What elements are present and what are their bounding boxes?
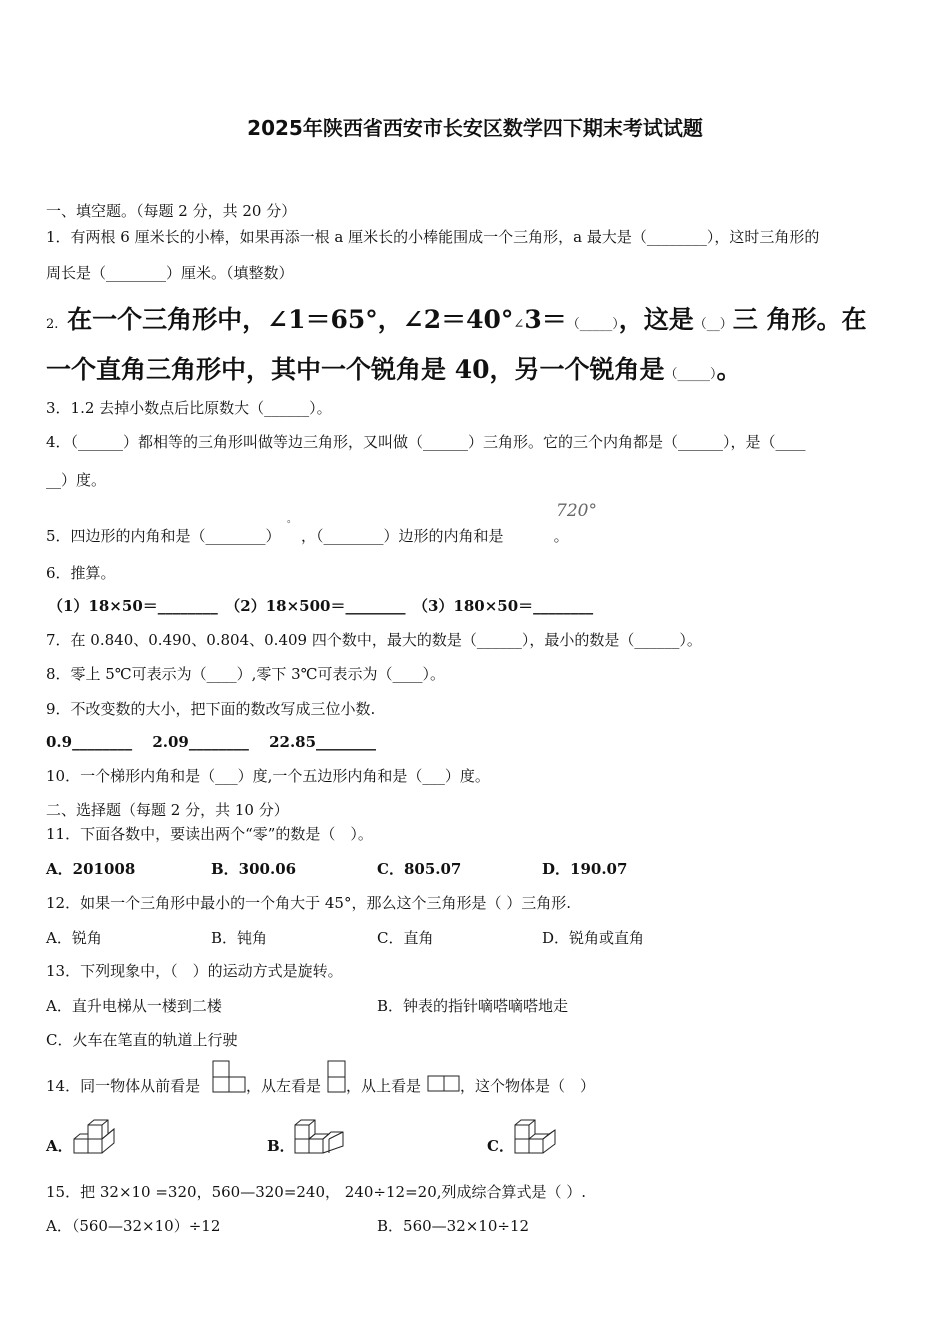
question-5-text-3: 。 xyxy=(553,527,569,545)
question-6: 6．推算。 xyxy=(46,564,116,582)
question-14-text-1: 14．同一物体从前看是 xyxy=(46,1077,201,1095)
q12-option-b: B．钝角 xyxy=(211,929,268,947)
page-title: 2025年陕西省西安市长安区数学四下期末考试试题 xyxy=(247,116,703,140)
question-2-number: 2. xyxy=(46,317,59,332)
q11-option-d: D．190.07 xyxy=(542,860,628,878)
question-2-line-2 xyxy=(46,354,742,391)
q12-option-a: A．锐角 xyxy=(46,929,102,947)
q14-option-b-cubes xyxy=(293,1117,347,1159)
q13-option-c: C．火车在笔直的轨道上行驶 xyxy=(46,1031,238,1049)
q15-option-a: A．（560—32×10）÷12 xyxy=(46,1217,221,1235)
q12-option-c: C．直角 xyxy=(377,929,434,947)
question-2-text-6: 。 xyxy=(716,355,742,384)
question-2-text-4: 三 角形。在 xyxy=(732,305,867,334)
question-5-text-2: ，（________）边形的内角和是 xyxy=(301,527,504,545)
degree-mark: ° xyxy=(286,520,292,530)
question-6-parts: （1）18×50＝________ （2）18×500＝________ （3）180×50＝________ xyxy=(48,597,594,615)
q13-option-b: B．钟表的指针嘀嗒嘀嗒地走 xyxy=(377,997,569,1015)
top-view-figure xyxy=(427,1075,461,1093)
section-2-heading: 二、选择题（每题 2 分，共 10 分） xyxy=(46,801,289,819)
question-14-text-3: ，从上看是 xyxy=(346,1077,422,1095)
q15-option-b: B．560—32×10÷12 xyxy=(377,1217,530,1235)
q11-option-c: C．805.07 xyxy=(377,860,462,878)
question-5-text-1: 5．四边形的内角和是（________） xyxy=(46,527,281,545)
question-2-blank-3: （_____） xyxy=(664,367,717,382)
question-1-line-1: 1．有两根 6 厘米长的小棒，如果再添一根 a 厘米长的小棒能围成一个三角形，a 最大是（________），这时三角形的 xyxy=(46,228,820,246)
question-8: 8．零上 5℃可表示为（____）,零下 3℃可表示为（____）。 xyxy=(46,665,445,683)
question-2-text-3: ，这是 xyxy=(618,305,694,334)
question-13: 13．下列现象中，（ ）的运动方式是旋转。 xyxy=(46,962,343,980)
q14-option-c-cubes xyxy=(513,1117,561,1159)
question-4-line-1: 4．（______）都相等的三角形叫做等边三角形，又叫做（______）三角形。它的三个内角都是（______），是（____ xyxy=(46,433,806,451)
question-15: 15．把 32×10 =320，560—320=240， 240÷12=20,列成综合算式是（ ）. xyxy=(46,1183,587,1201)
question-4-line-2: __）度。 xyxy=(46,471,107,489)
question-9-parts: 0.9________ 2.09________ 22.85________ xyxy=(46,733,377,751)
question-14-text-4: ，这个物体是（ ） xyxy=(460,1077,596,1095)
question-3: 3．1.2 去掉小数点后比原数大（______）。 xyxy=(46,399,332,417)
question-9: 9．不改变数的大小，把下面的数改写成三位小数. xyxy=(46,700,376,718)
q14-option-c-label: C． xyxy=(487,1137,514,1155)
question-14-text-2: ，从左看是 xyxy=(246,1077,322,1095)
question-12: 12．如果一个三角形中最小的一个角大于 45°，那么这个三角形是（ ）三角形. xyxy=(46,894,571,912)
q14-option-b-label: B． xyxy=(267,1137,295,1155)
left-view-figure xyxy=(327,1060,347,1094)
q11-option-b: B．300.06 xyxy=(211,860,297,878)
q11-option-a: A．201008 xyxy=(46,860,136,878)
q14-option-a-cubes xyxy=(72,1117,118,1159)
question-10: 10．一个梯形内角和是（___）度,一个五边形内角和是（___）度。 xyxy=(46,767,490,785)
q12-option-d: D．锐角或直角 xyxy=(542,929,645,947)
angle-symbol: ∠ xyxy=(513,317,525,332)
question-5 xyxy=(46,515,569,546)
section-1-heading: 一、填空题。（每题 2 分，共 20 分） xyxy=(46,202,297,220)
angle-720-value: 720° xyxy=(556,501,597,521)
front-view-figure xyxy=(212,1060,246,1094)
question-2-blank-1: （_____） xyxy=(566,317,619,332)
question-1-line-2: 周长是（________）厘米。（填整数） xyxy=(46,264,294,282)
q14-option-a-label: A． xyxy=(46,1137,73,1155)
question-2-line-1 xyxy=(46,304,866,341)
question-7: 7．在 0.840、0.490、0.804、0.409 四个数中，最大的数是（______），最小的数是（______）。 xyxy=(46,631,702,649)
question-2-text-1: 在一个三角形中，∠1＝65°，∠2＝40° xyxy=(67,305,514,334)
q13-option-a: A．直升电梯从一楼到二楼 xyxy=(46,997,222,1015)
question-2-text-2: 3＝ xyxy=(524,305,567,334)
question-2-text-5: 一个直角三角形中，其中一个锐角是 40，另一个锐角是 xyxy=(46,355,665,384)
question-11: 11．下面各数中，要读出两个“零”的数是（ ）。 xyxy=(46,825,373,843)
question-2-blank-2: （__） xyxy=(693,317,733,332)
